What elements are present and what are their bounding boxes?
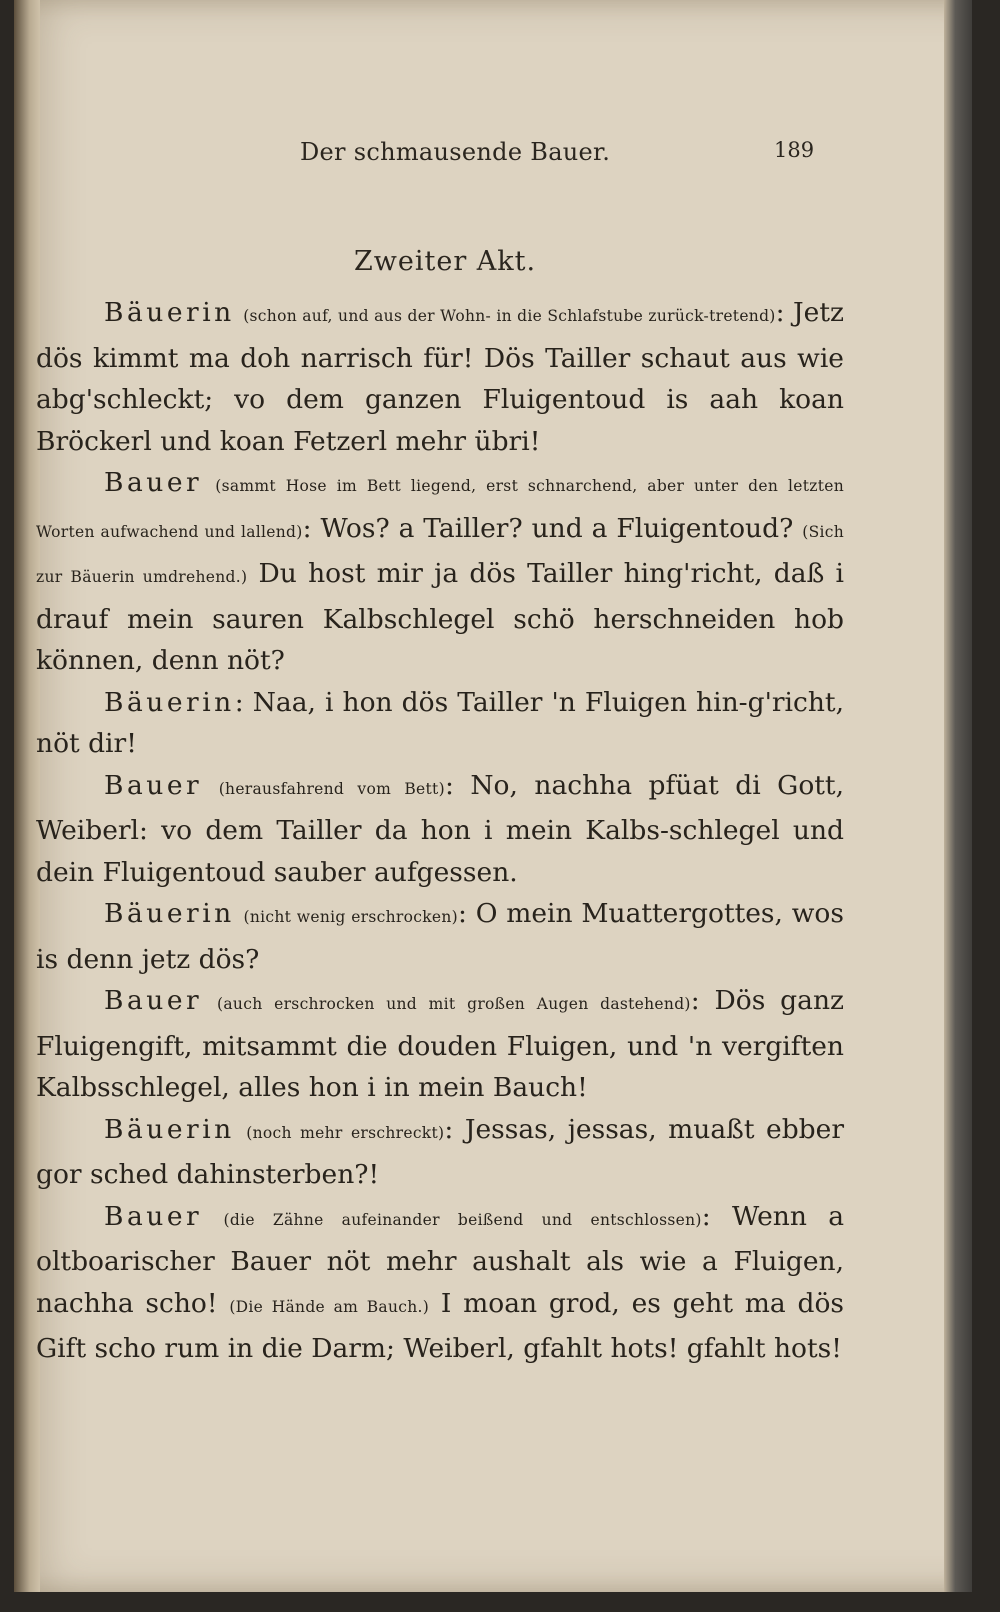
act-heading: Zweiter Akt. — [354, 246, 537, 277]
stage-direction: (sammt Hose im Bett liegend, erst schnarchend, aber unter den letzten Worten aufwachend und lallend) — [36, 477, 844, 541]
speaker-name: Bauer — [104, 769, 203, 801]
speaker-name: Bäuerin — [104, 686, 235, 718]
dialogue-paragraph — [36, 1109, 844, 1196]
dialogue-text: : Jessas, jessas, muaßt ebber gor sched dahinsterben?! — [36, 1113, 844, 1190]
running-title: Der schmausende Bauer. — [300, 138, 611, 166]
stage-direction: (noch mehr erschreckt) — [246, 1123, 445, 1142]
dialogue-paragraph — [36, 893, 844, 980]
stage-direction: (Sich zur Bäuerin umdrehend.) — [36, 522, 845, 586]
stage-direction: (auch erschrocken und mit großen Augen dastehend) — [217, 995, 691, 1013]
speaker-name: Bäuerin — [104, 898, 235, 929]
dialogue-text: I moan grod, es geht ma dös Gift scho rum in die Darm; Weiberl, gfahlt hots! gfahlt hots! — [36, 1287, 844, 1364]
speaker-name: Bauer — [104, 985, 203, 1016]
dialogue-paragraph — [36, 682, 844, 765]
dialogue-text: : No, nachha pfüat di Gott, Weiberl: vo dem Tailler da hon i mein Kalbs-schlegel und dein Fluigentoud sauber aufgessen. — [36, 769, 844, 888]
dialogue-text: Du host mir ja dös Tailler hing'richt, daß i drauf mein sauren Kalbschlegel schö herschneiden hob können, denn nöt? — [36, 558, 844, 676]
stage-direction: (Die Hände am Bauch.) — [229, 1297, 430, 1316]
stage-direction: (die Zähne aufeinander beißend und entschlossen) — [223, 1210, 702, 1229]
stage-direction: (schon auf, und aus der Wohn- in die Schlafstube zurück-tretend) — [243, 307, 776, 325]
page-header — [14, 138, 972, 178]
dialogue-text: : O mein Muattergottes, wos is denn jetz dös? — [36, 898, 844, 975]
page-edge — [944, 0, 972, 1592]
dialogue-paragraph — [36, 980, 844, 1109]
dialogue-paragraph — [36, 765, 844, 894]
stage-direction: (nicht wenig erschrocken) — [243, 908, 459, 926]
book-page — [14, 0, 972, 1592]
dialogue-paragraph — [36, 292, 844, 462]
speaker-name: Bauer — [104, 467, 203, 498]
dialogue-text: : Dös ganz Fluigengift, mitsammt die douden Fluigen, und 'n vergiften Kalbsschlegel, alles hon i in mein Bauch! — [36, 985, 844, 1103]
dialogue-text: : Naa, i hon dös Tailler 'n Fluigen hin-g'richt, nöt dir! — [36, 686, 844, 759]
play-text — [36, 292, 844, 1370]
dialogue-text: : Wenn a oltboarischer Bauer nöt mehr aushalt als wie a Fluigen, nachha scho! — [36, 1200, 845, 1319]
page-number: 189 — [774, 138, 815, 162]
speaker-name: Bauer — [104, 1200, 203, 1232]
speaker-name: Bäuerin — [104, 1113, 235, 1145]
speaker-name: Bäuerin — [104, 297, 235, 328]
dialogue-paragraph — [36, 462, 844, 682]
dialogue-text: : Wos? a Tailler? und a Fluigentoud? — [302, 512, 803, 544]
stage-direction: (herausfahrend vom Bett) — [218, 779, 445, 798]
dialogue-text: : Jetz dös kimmt ma doh narrisch für! Dös Tailler schaut aus wie abg'schleckt; vo dem ganzen Fluigentoud is aah koan Bröckerl und koan Fetzerl mehr übri! — [36, 297, 844, 457]
dialogue-paragraph — [36, 1196, 844, 1370]
